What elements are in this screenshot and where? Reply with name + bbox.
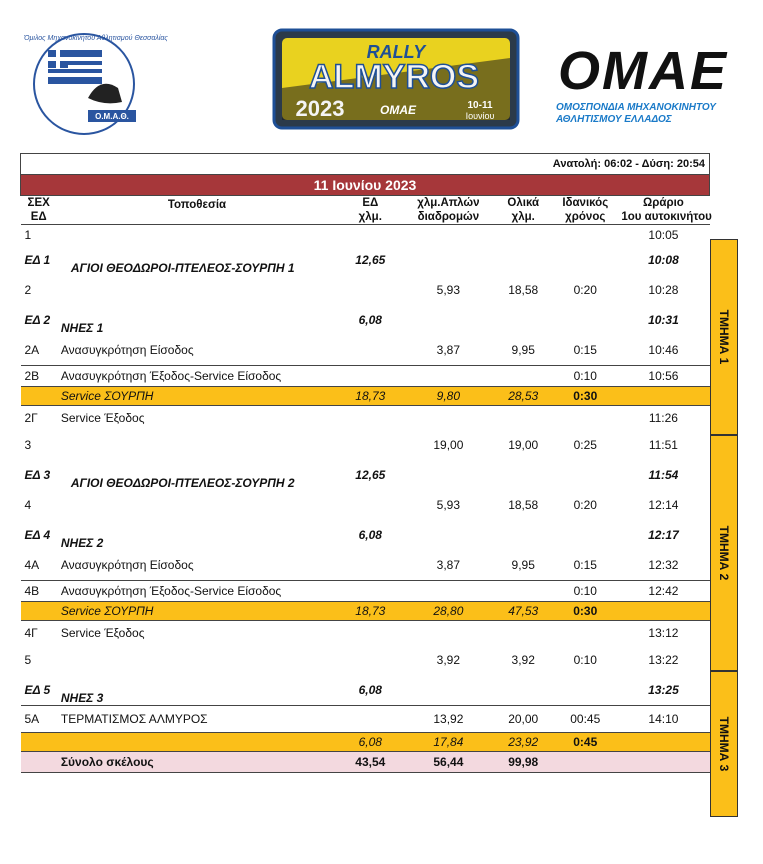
col-transit-header: χλμ.Απλών διαδρομών xyxy=(403,196,493,225)
cell-loc: Service ΣΟΥΡΠΗ xyxy=(57,602,337,621)
cell-tot: 19,00 xyxy=(508,438,539,452)
cell-loc: Service Έξοδος xyxy=(60,626,145,640)
table-row xyxy=(21,225,710,246)
cell-tot xyxy=(493,460,553,490)
table-row xyxy=(21,366,710,387)
cell-sd xyxy=(337,225,403,246)
cell-sd: 12,65 xyxy=(355,253,386,267)
cell-id xyxy=(21,387,57,406)
cell-id: 4 xyxy=(24,498,32,512)
cell-time: 12:42 xyxy=(617,581,709,602)
cell-sd xyxy=(337,550,403,581)
header-row xyxy=(21,196,710,225)
cell-time: 12:32 xyxy=(648,558,679,572)
cell-sd xyxy=(337,645,403,675)
cell-tot xyxy=(493,581,553,602)
table-row xyxy=(21,581,710,602)
omae-logo-sub2: ΑΘΛΗΤΙΣΜΟΥ ΕΛΛΑΔΟΣ xyxy=(556,114,672,125)
cell-ideal: 0:10 xyxy=(553,366,617,387)
cell-tot: 23,92 xyxy=(493,733,553,752)
cell-ideal: 0:10 xyxy=(553,581,617,602)
table-row xyxy=(21,752,710,773)
cell-tot: 28,53 xyxy=(493,387,553,406)
cell-tr: 3,92 xyxy=(436,653,461,667)
cell-ideal: 0:20 xyxy=(573,498,597,512)
cell-time xyxy=(617,387,709,406)
cell-loc: Σύνολο σκέλους xyxy=(57,752,337,773)
cell-id: 5Α xyxy=(21,706,57,733)
cell-sd xyxy=(337,275,403,305)
cell-ideal: 0:10 xyxy=(573,653,597,667)
cell-loc: Ανασυγκρότηση Έξοδος-Service Είσοδος xyxy=(57,581,337,602)
table-row xyxy=(21,520,710,550)
table-row xyxy=(21,275,710,305)
cell-time: 13:12 xyxy=(648,626,679,640)
cell-time: 14:10 xyxy=(617,706,709,733)
cell-tot xyxy=(493,245,553,275)
cell-tot xyxy=(493,366,553,387)
cell-tr xyxy=(403,225,493,246)
table-row xyxy=(21,621,710,646)
logo-rally-text: RALLY xyxy=(366,42,426,62)
cell-ideal: 0:25 xyxy=(573,438,597,452)
cell-ideal: 0:15 xyxy=(573,343,597,357)
table-row xyxy=(21,387,710,406)
cell-time xyxy=(617,602,709,621)
logo-month-text: Ιουνίου xyxy=(465,111,495,121)
table-row xyxy=(21,460,710,490)
cell-tot xyxy=(493,520,553,550)
cell-tr: 56,44 xyxy=(403,752,493,773)
cell-time: 10:56 xyxy=(617,366,709,387)
cell-time: 12:14 xyxy=(648,498,679,512)
cell-ideal xyxy=(553,225,617,246)
cell-time: 10:08 xyxy=(648,253,679,267)
table-row xyxy=(21,550,710,581)
omath-badge-text: Ο.Μ.Α.Θ. xyxy=(95,112,129,121)
cell-id xyxy=(21,602,57,621)
cell-tot: 18,58 xyxy=(508,283,539,297)
table-row xyxy=(21,430,710,460)
cell-time xyxy=(617,752,709,773)
cell-tot xyxy=(493,305,553,335)
cell-sd xyxy=(337,706,403,733)
cell-loc: ΑΓΙΟΙ ΘΕΟΔΩΡΟΙ-ΠΤΕΛΕΟΣ-ΣΟΥΡΠΗ 1 xyxy=(70,261,295,275)
table-row xyxy=(21,602,710,621)
cell-loc: ΑΓΙΟΙ ΘΕΟΔΩΡΟΙ-ΠΤΕΛΕΟΣ-ΣΟΥΡΠΗ 2 xyxy=(70,476,295,490)
sun-times-row xyxy=(21,154,710,175)
cell-id: ΕΔ 5 xyxy=(24,683,51,697)
cell-loc: ΝΗΕΣ 3 xyxy=(60,691,104,705)
cell-time: 13:22 xyxy=(648,653,679,667)
cell-time: 10:28 xyxy=(648,283,679,297)
table-row xyxy=(21,706,710,733)
cell-tot xyxy=(493,406,553,431)
col-sd-header: ΕΔ χλμ. xyxy=(337,196,403,225)
cell-sd: 43,54 xyxy=(337,752,403,773)
cell-sd xyxy=(337,490,403,520)
cell-time: 10:46 xyxy=(648,343,679,357)
cell-sd xyxy=(337,406,403,431)
cell-loc xyxy=(57,490,337,520)
cell-loc: Ανασυγκρότηση Είσοδος xyxy=(60,558,194,572)
cell-id xyxy=(21,733,57,752)
cell-sd: 12,65 xyxy=(355,468,386,482)
cell-tr xyxy=(403,460,493,490)
table-row xyxy=(21,733,710,752)
cell-loc: ΝΗΕΣ 2 xyxy=(60,536,104,550)
sun-times: Ανατολή: 06:02 - Δύση: 20:54 xyxy=(21,154,710,175)
cell-id: 3 xyxy=(24,438,32,452)
cell-time: 10:31 xyxy=(648,313,679,327)
cell-sd xyxy=(337,621,403,646)
cell-time: 13:25 xyxy=(648,683,679,697)
cell-loc xyxy=(57,645,337,675)
cell-ideal: 0:15 xyxy=(573,558,597,572)
cell-loc: Ανασυγκρότηση Έξοδος-Service Είσοδος xyxy=(57,366,337,387)
cell-sd xyxy=(337,335,403,366)
cell-loc xyxy=(57,430,337,460)
cell-tot: 9,95 xyxy=(511,558,535,572)
cell-loc xyxy=(57,275,337,305)
cell-loc xyxy=(57,733,337,752)
cell-ideal xyxy=(553,245,617,275)
cell-sd xyxy=(337,366,403,387)
cell-id: 4Α xyxy=(24,558,40,572)
cell-tot: 18,58 xyxy=(508,498,539,512)
cell-id: 2Α xyxy=(24,343,40,357)
cell-id: ΕΔ 3 xyxy=(24,468,51,482)
cell-id: ΕΔ 4 xyxy=(24,528,51,542)
cell-loc: ΤΕΡΜΑΤΙΣΜΟΣ ΑΛΜΥΡΟΣ xyxy=(57,706,337,733)
table-row xyxy=(21,335,710,366)
cell-tot: 20,00 xyxy=(493,706,553,733)
cell-tr xyxy=(403,520,493,550)
cell-ideal xyxy=(553,460,617,490)
cell-tr: 9,80 xyxy=(403,387,493,406)
cell-id: 2 xyxy=(24,283,32,297)
cell-id: ΕΔ 1 xyxy=(24,253,51,267)
cell-time xyxy=(617,733,709,752)
header-logos xyxy=(0,0,763,150)
col-time-header: Ωράριο 1ου αυτοκινήτου xyxy=(617,196,709,225)
cell-id: 4Γ xyxy=(24,626,38,640)
cell-tr xyxy=(403,581,493,602)
rally-almyros-logo xyxy=(272,28,520,130)
section-tab-2: ΤΜΗΜΑ 2 xyxy=(710,435,738,671)
cell-ideal: 0:30 xyxy=(553,387,617,406)
col-location-header: Τοποθεσία xyxy=(57,196,337,225)
col-id-header: ΣΕΧ ΕΔ xyxy=(21,196,57,225)
cell-tr: 3,87 xyxy=(436,343,461,357)
logo-org-text: OMAE xyxy=(380,103,416,117)
cell-tot: 3,92 xyxy=(511,653,535,667)
cell-tr xyxy=(403,305,493,335)
cell-time: 10:05 xyxy=(648,228,679,242)
cell-tr: 5,93 xyxy=(436,498,461,512)
table-row xyxy=(21,645,710,675)
cell-ideal xyxy=(553,520,617,550)
cell-sd: 18,73 xyxy=(337,387,403,406)
section-tab-3: ΤΜΗΜΑ 3 xyxy=(710,671,738,817)
cell-sd: 6,08 xyxy=(358,528,382,542)
omath-ring-text: Όμιλος Μηχανοκινήτου Αθλητισμού Θεσσαλίας xyxy=(24,35,168,42)
cell-sd: 6,08 xyxy=(337,733,403,752)
cell-ideal xyxy=(553,621,617,646)
cell-tr xyxy=(403,675,493,706)
table-row xyxy=(21,490,710,520)
cell-id xyxy=(21,752,57,773)
cell-tot xyxy=(493,621,553,646)
cell-time: 11:51 xyxy=(648,438,678,452)
cell-tr xyxy=(403,406,493,431)
cell-tr xyxy=(403,245,493,275)
cell-time: 12:17 xyxy=(648,528,679,542)
cell-ideal: 0:45 xyxy=(553,733,617,752)
table-row xyxy=(21,406,710,431)
cell-tr: 17,84 xyxy=(403,733,493,752)
logo-almyros-text: ALMYROS xyxy=(309,58,479,96)
cell-ideal xyxy=(553,675,617,706)
cell-id: 4Β xyxy=(21,581,57,602)
cell-loc: Service ΣΟΥΡΠΗ xyxy=(57,387,337,406)
cell-loc: Service Έξοδος xyxy=(60,411,145,425)
date-row xyxy=(21,175,710,196)
cell-ideal: 00:45 xyxy=(553,706,617,733)
table-row xyxy=(21,305,710,335)
cell-sd: 18,73 xyxy=(337,602,403,621)
cell-id: 5 xyxy=(24,653,32,667)
cell-tot: 47,53 xyxy=(493,602,553,621)
cell-id: ΕΔ 2 xyxy=(24,313,51,327)
cell-tot xyxy=(493,675,553,706)
cell-tr xyxy=(403,621,493,646)
cell-tr: 13,92 xyxy=(403,706,493,733)
cell-id: 1 xyxy=(24,228,32,242)
cell-sd xyxy=(337,581,403,602)
cell-time: 11:54 xyxy=(648,468,679,482)
schedule-table xyxy=(20,153,710,773)
cell-time: 11:26 xyxy=(648,411,678,425)
cell-tr: 5,93 xyxy=(436,283,461,297)
cell-ideal xyxy=(553,752,617,773)
omae-logo-sub1: ΟΜΟΣΠΟΝΔΙΑ ΜΗΧΑΝΟΚΙΝΗΤΟΥ xyxy=(556,102,716,113)
cell-loc: Ανασυγκρότηση Είσοδος xyxy=(60,343,194,357)
cell-ideal: 0:20 xyxy=(573,283,597,297)
cell-sd xyxy=(337,430,403,460)
omae-logo-text: OMAE xyxy=(558,41,728,101)
col-ideal-header: Ιδανικός χρόνος xyxy=(553,196,617,225)
day-date: 11 Ιουνίου 2023 xyxy=(21,175,710,196)
cell-id: 2Γ xyxy=(24,411,38,425)
cell-tr: 28,80 xyxy=(403,602,493,621)
cell-ideal xyxy=(553,406,617,431)
table-row xyxy=(21,675,710,706)
cell-tot: 9,95 xyxy=(511,343,535,357)
schedule-body xyxy=(21,225,710,773)
cell-tot xyxy=(493,225,553,246)
cell-id: 2Β xyxy=(21,366,57,387)
logo-dates-text: 10-11 xyxy=(467,100,493,111)
cell-ideal xyxy=(553,305,617,335)
col-total-header: Ολικά χλμ. xyxy=(493,196,553,225)
section-tab-1: ΤΜΗΜΑ 1 xyxy=(710,239,738,435)
omae-logo xyxy=(552,40,737,130)
cell-loc: ΝΗΕΣ 1 xyxy=(60,321,104,335)
table-row xyxy=(21,245,710,275)
omath-logo xyxy=(18,28,168,136)
cell-sd: 6,08 xyxy=(358,683,382,697)
cell-loc xyxy=(57,225,337,246)
cell-ideal: 0:30 xyxy=(553,602,617,621)
logo-year-text: 2023 xyxy=(295,96,345,121)
cell-tr: 3,87 xyxy=(436,558,461,572)
cell-tr: 19,00 xyxy=(433,438,464,452)
cell-sd: 6,08 xyxy=(358,313,382,327)
cell-tot: 99,98 xyxy=(493,752,553,773)
cell-tr xyxy=(403,366,493,387)
